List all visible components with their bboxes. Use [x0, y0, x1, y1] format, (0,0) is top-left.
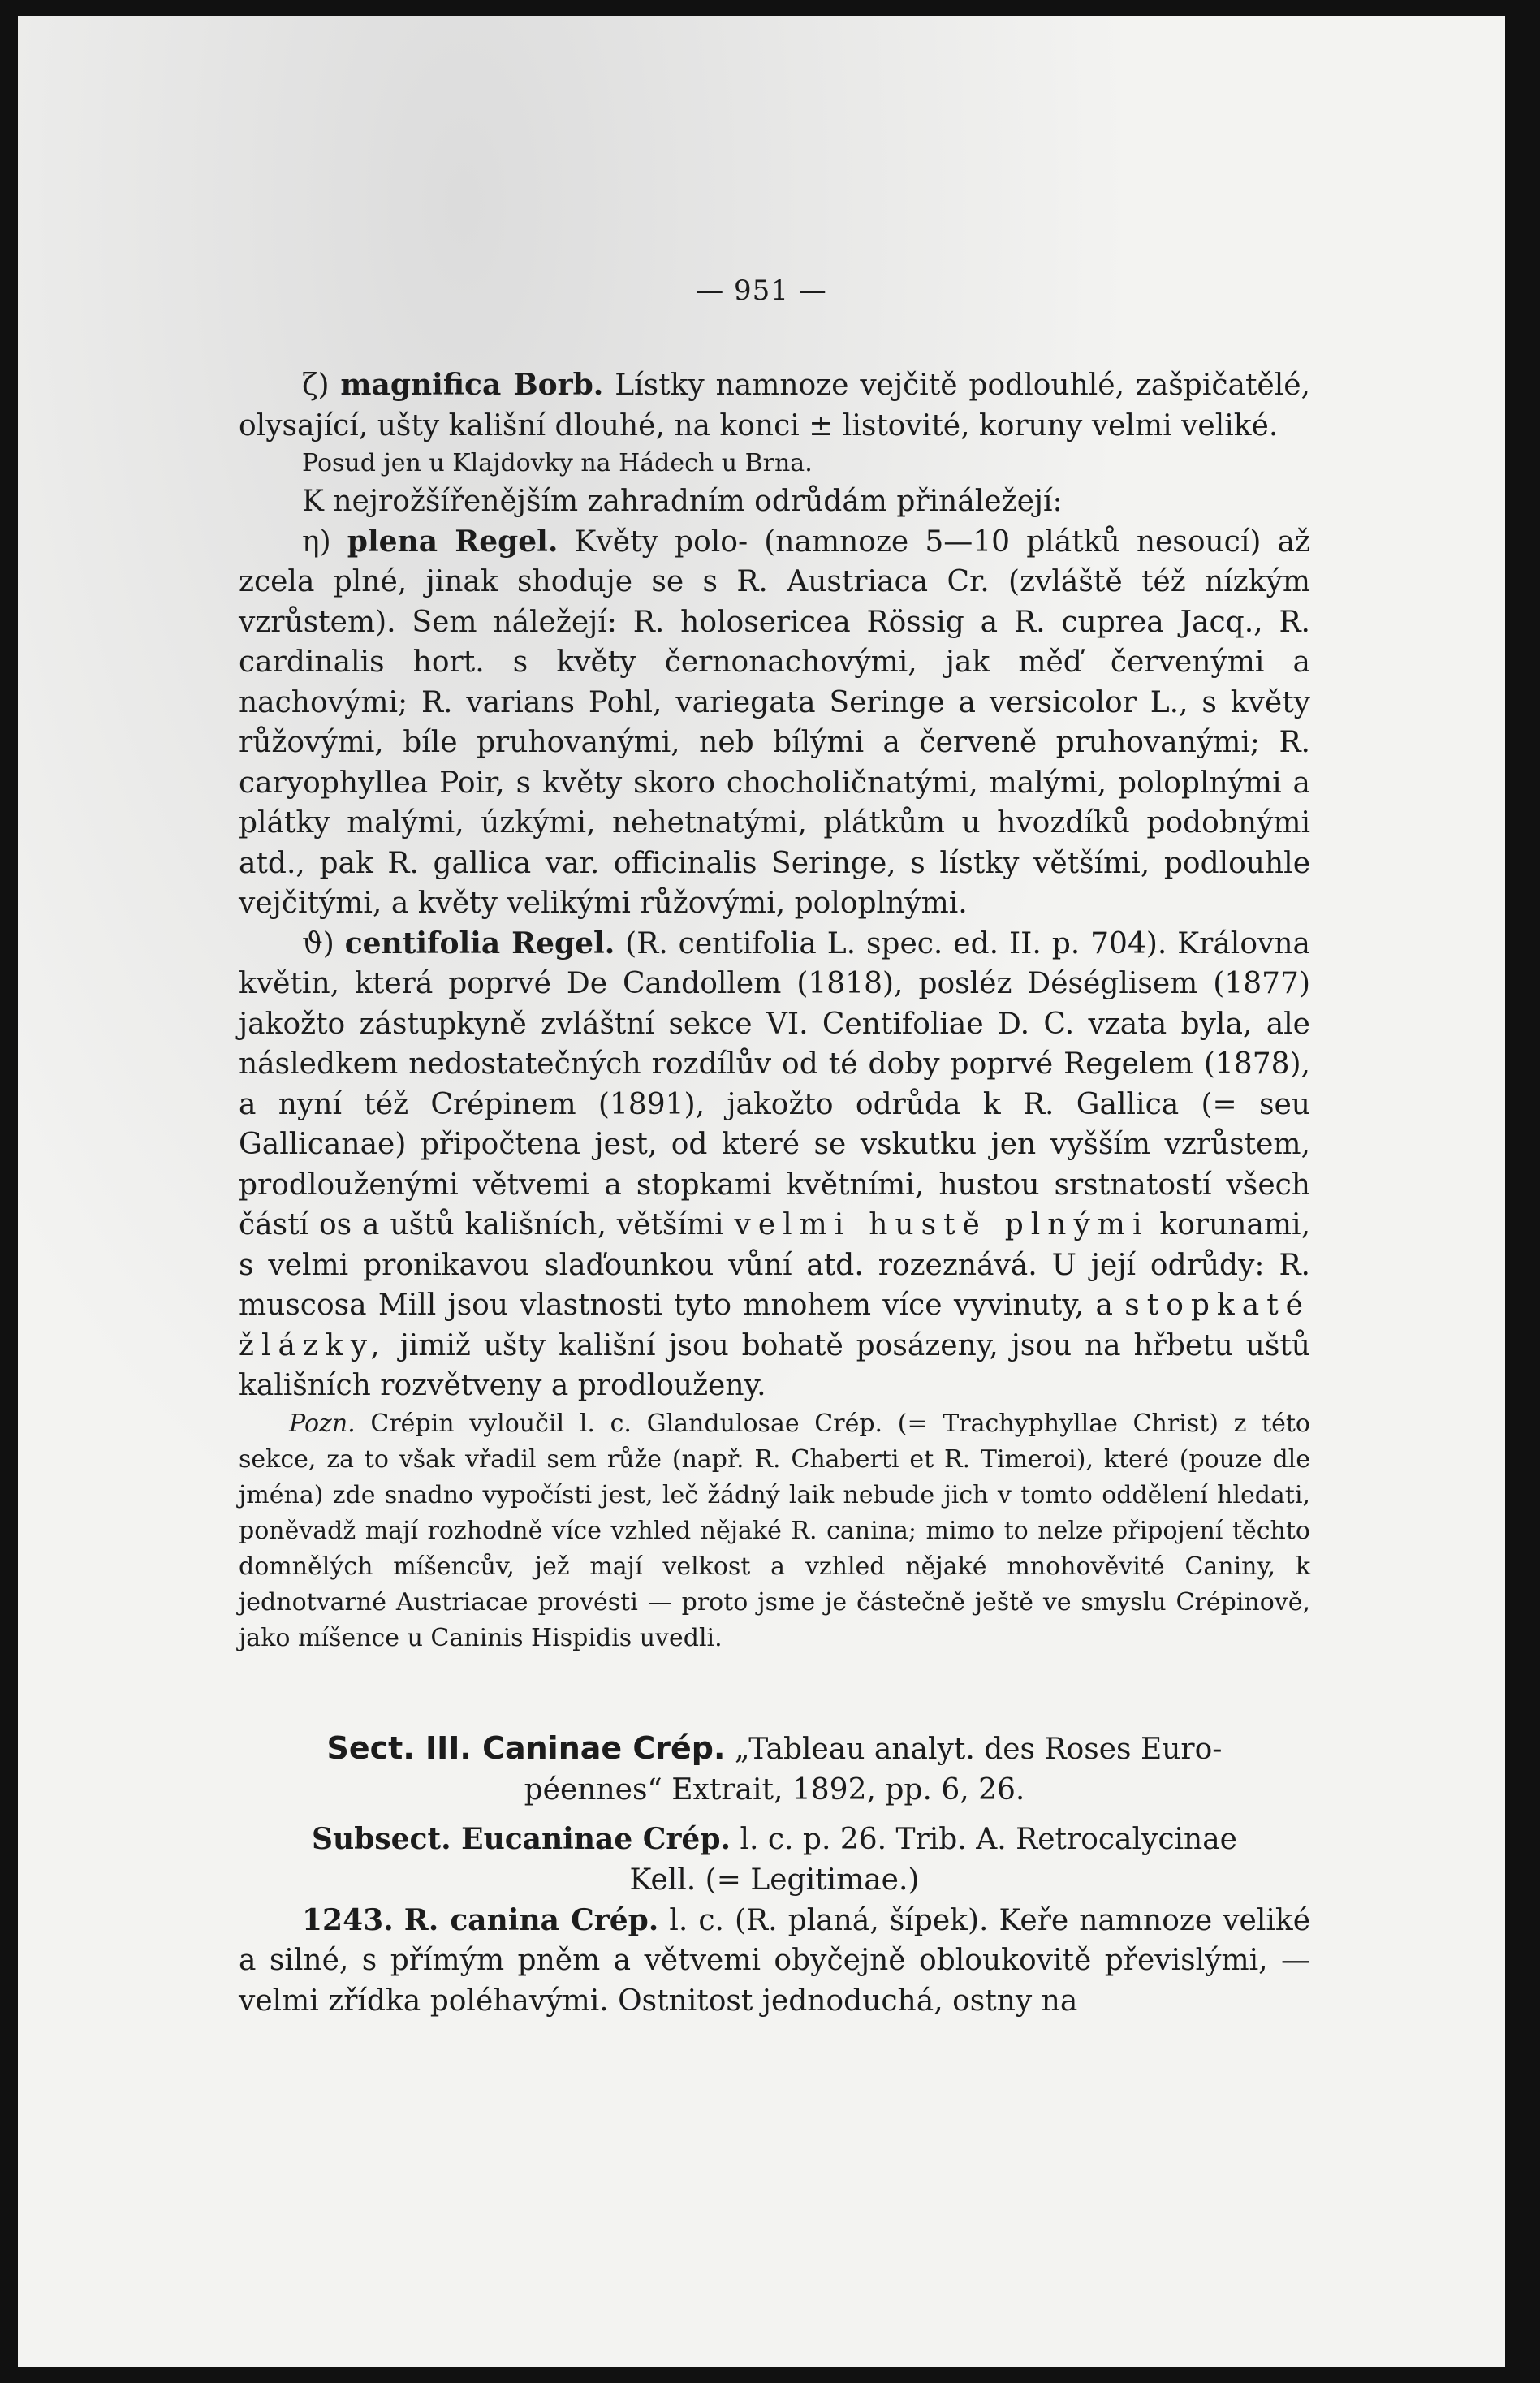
page-number: — 951 —	[696, 274, 827, 307]
variety-description-cont: korunami, s velmi pronikavou slaďounkou vůní atd. rozeznává. U její odrůdy: R. muscosa Mill jsou vlastnosti tyto mnohem více vyvinuty, a	[239, 1208, 1311, 1322]
page-body	[239, 365, 1310, 2021]
section-heading	[239, 1728, 1310, 1811]
locality-note: Posud jen u Klajdovky na Hádech u Brna.	[302, 449, 813, 477]
species-name: R. canina Crép.	[403, 1902, 659, 1937]
variety-letter: η)	[302, 525, 331, 559]
variety-name: centifolia Regel.	[344, 926, 615, 961]
variety-description: Květy polo- (namnoze 5—10 plátků nesoucí) až zcela plné, jinak shoduje se s R. Austriaca Cr. (zvláště též nízkým vzrůstem). Sem náležejí: R. holosericea Rössig a R. cuprea Jacq., R. cardinalis hort. s květy černonachovými, jak měď červenými a nachovými; R. varians Pohl, variegata Seringe a versicolor L., s květy růžovými, bíle pruhovanými, neb bílými a červeně pruhovanými; R. caryophyllea Poir, s květy skoro chocholičnatými, malými, poloplnými a plátky malými, úzkými, nehetnatými, plátkům u hvozdíků podobnými atd., pak R. gallica var. officinalis Seringe, s lístky většími, podlouhle vejčitými, a květy velikými růžovými, poloplnými.	[239, 525, 1310, 920]
subsection-title: Subsect. Eucaninae Crép.	[312, 1821, 731, 1856]
section-ref-2: péennes“ Extrait, 1892, pp. 6, 26.	[524, 1772, 1025, 1807]
note-text: Crépin vyloučil l. c. Glandulosae Crép. (= Trachyphyllae Christ) z této sekce, za to však vřadil sem růže (např. R. Chaberti et R. Timeroi), které (pouze dle jména) zde snadno vypočísti jest, leč žádný laik nebude jich v tomto oddělení hledati, poněvadž mají rozhodně více vzhled nějaké R. canina; mimo to nelze připojení těchto domnělých míšencův, jež mají velkost a vzhled nějaké mnohověvité Caniny, k jednotvarné Austriacae provésti — proto jsme je částečně ještě ve smyslu Crépinově, jako míšence u Caninis Hispidis uvedli.	[239, 1409, 1310, 1652]
spaced-emphasis: velmi hustě plnými	[734, 1208, 1150, 1241]
variety-letter: ϑ)	[302, 926, 334, 961]
book-page	[18, 16, 1505, 2367]
section-ref-1: „Tableau analyt. des Roses Euro-	[734, 1732, 1223, 1766]
variety-plena	[239, 522, 1310, 924]
subsection-heading	[239, 1819, 1310, 1901]
variety-description: Lístky namnoze vejčitě podlouhlé, zašpičatělé, olysající, ušty kališní dlouhé, na konci ± listovité, koruny velmi veliké.	[239, 369, 1310, 442]
species-entry	[239, 1901, 1310, 2022]
spaced-emphasis: stopkaté žlázky,	[239, 1289, 1310, 1362]
variety-magnifica	[239, 365, 1310, 446]
variety-letter: ζ)	[302, 369, 330, 402]
variety-name: plena Regel.	[347, 524, 559, 559]
subsection-ref-2: Kell. (= Legitimae.)	[629, 1863, 920, 1897]
species-number: 1243.	[302, 1902, 394, 1937]
variety-name: magnifica Borb.	[340, 368, 604, 402]
garden-intro: K nejrožšířenějším zahradním odrůdám přináležejí:	[302, 485, 1063, 518]
species-description: l. c. (R. planá, šípek). Keře namnoze veliké a silné, s přímým pněm a větvemi obyčejně obloukovitě převislými, — velmi zřídka poléhavými. Ostnitost jednoduchá, ostny na	[239, 1903, 1311, 2018]
variety-description: (R. centifolia L. spec. ed. II. p. 704). Královna květin, která poprvé De Candollem (1818), posléz Déséglisem (1877) jakožto zástupkyně zvláštní sekce VI. Centifoliae D. C. vzata byla, ale následkem nedostatečných rozdílův od té doby poprvé Regelem (1878), a nyní též Crépinem (1891), jakožto odrůda k R. Gallica (= seu Gallicanae) připočtena jest, od které se vskutku jen vyšším vzrůstem, prodlouženými větvemi a stopkami květními, hustou srstnatostí všech částí os a uštů kališních, většími	[239, 926, 1310, 1241]
note-label: Pozn.	[289, 1409, 356, 1438]
subsection-ref-1: l. c. p. 26. Trib. A. Retrocalycinae	[740, 1822, 1237, 1856]
footnote	[239, 1406, 1310, 1656]
section-title: Sect. III. Caninae Crép.	[326, 1729, 726, 1766]
variety-centifolia	[239, 924, 1310, 1406]
variety-description-end: jimiž ušty kališní jsou bohatě posázeny, jsou na hřbetu uštů kališních rozvětveny a prodlouženy.	[239, 1328, 1310, 1402]
